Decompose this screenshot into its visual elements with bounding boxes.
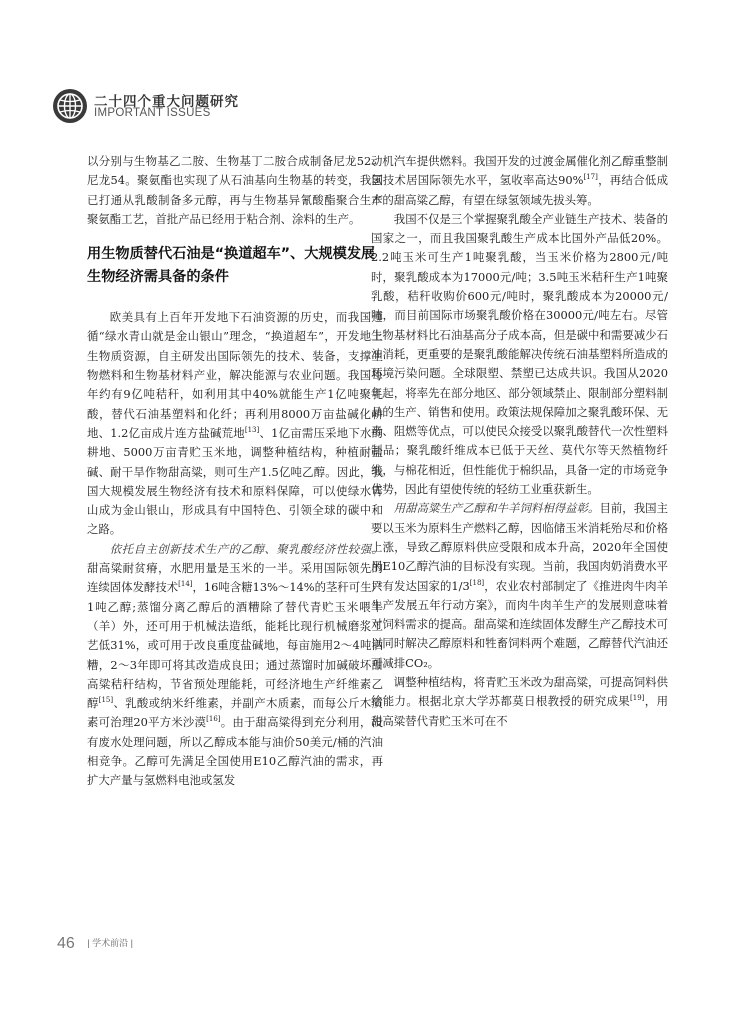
page-number: 46 xyxy=(57,935,75,952)
citation: [18] xyxy=(469,578,485,587)
paragraph-lead: 依托自主创新技术生产的乙醇、聚乳酸经济性较强。 xyxy=(109,541,383,556)
right-column xyxy=(371,152,668,731)
section-title-cn: 二十四个重大问题研究 xyxy=(94,94,239,110)
citation: [14] xyxy=(178,580,193,589)
citation: [15] xyxy=(98,696,114,705)
section-heading: 用生物质替代石油是“换道超车”、大规模发展生物经济需具备的条件 xyxy=(87,246,376,286)
paragraph: 欧美具有上百年开发地下石油资源的历史，而我国遵循“绿水青山就是金山银山”理念，“换道超车”，开发地上生物质资源，自主研发出国际领先的技术、装备，支撑生物燃料和生物基材料产业，解决能源与农业问题。我国每年约有9亿吨秸秆，如利用其中40%就能生产1亿吨聚乳酸，替代石油基塑料和化纤；再利用8000万亩盐碱化耕地、1.2亿亩成片连方盐碱荒地[13]、1亿亩需压采地下水的耕地、5000万亩青贮玉米地，调整种植结构，种植耐盐碱、耐干旱作物甜高粱，则可生产1.5亿吨乙醇。因此，我国大规模发展生物经济有技术和原料保障，可以使绿水青山成为金山银山，形成具有中国特色、引领全球的碳中和之路。 xyxy=(87,310,383,537)
paragraph: 以分别与生物基乙二胺、生物基丁二胺合成制备尼龙52、尼龙54。聚氨酯也实现了从石油基向生物基的转变，我国已打通从乳酸制备多元醇，再与生物基异氰酸酯聚合生产聚氨酯工艺，首批产品已经用于粘合剂、涂料的生产。 xyxy=(87,154,383,226)
citation: [17] xyxy=(583,173,598,182)
page-footer xyxy=(57,935,133,957)
paragraph-lead: 用甜高粱生产乙醇和牛羊饲料相得益彰。 xyxy=(393,501,600,516)
globe-icon xyxy=(52,88,88,124)
citation: [16] xyxy=(206,715,221,724)
journal-name: | 学术前沿 | xyxy=(87,938,133,948)
section-header xyxy=(52,88,312,128)
paragraph: 用甜高粱生产乙醇和牛羊饲料相得益彰。目前，我国主要以玉米为原料生产燃料乙醇，因临储玉米消耗殆尽和价格上涨，导致乙醇原料供应受限和成本升高，2020年全国使用E10乙醇汽油的目标没有实现。当前，我国肉奶消费水平只有发达国家的1/3[18]，农业农村部制定了《推进肉牛肉羊生产发展五年行动方案》，而肉牛肉羊生产的发展则意味着对饲料需求的提高。甜高粱和连续固体发酵生产乙醇技术可以同时解决乙醇原料和牲畜饲料两个难题，乙醇替代汽油还可减排CO₂。 xyxy=(371,501,668,670)
paragraph: 我国不仅是三个掌握聚乳酸全产业链生产技术、装备的国家之一，而且我国聚乳酸生产成本比国外产品低20%。2.2吨玉米可生产1吨聚乳酸，当玉米价格为2800元/吨时，聚乳酸成本为17000元/吨；3.5吨玉米秸秆生产1吨聚乳酸，秸秆收购价600元/吨时，聚乳酸成本为20000元/吨，而目前国际市场聚乳酸价格在30000元/吨左右。尽管生物基材料比石油基高分子成本高，但是碳中和需要减少石油消耗，更重要的是聚乳酸能解决传统石油基塑料所造成的环境污染问题。全球限塑、禁塑已达成共识。我国从2020年起，将率先在部分地区、部分领域禁止、限制部分塑料制品的生产、销售和使用。政策法规保障加之聚乳酸环保、无毒、阻燃等优点，可以使民众接受以聚乳酸替代一次性塑料制品；聚乳酸纤维成本已低于天丝、莫代尔等天然植物纤维，与棉花相近，但性能优于棉织品，具备一定的市场竞争优势，因此有望使传统的轻纺工业重获新生。 xyxy=(371,211,668,497)
paragraph: 动机汽车提供燃料。我国开发的过渡金属催化剂乙醇重整制氢技术居国际领先水平，氢收率高达90%[17]，再结合低成本的甜高粱乙醇，有望在绿氢领域先拔头筹。 xyxy=(371,154,668,207)
left-column xyxy=(87,152,383,791)
section-title-en: IMPORTANT ISSUES xyxy=(94,107,211,119)
citation: [13] xyxy=(244,426,260,435)
paragraph: 调整种植结构，将青贮玉米改为甜高粱，可提高饲料供给能力。根据北京大学苏都莫日根教授的研究成果[19]，用甜高粱替代青贮玉米可在不 xyxy=(371,675,668,728)
citation: [19] xyxy=(630,694,645,703)
paragraph: 依托自主创新技术生产的乙醇、聚乳酸经济性较强。甜高粱耐贫瘠，水肥用量是玉米的一半。采用国际领先的连续固体发酵技术[14]，16吨含糖13%～14%的茎秆可生产1吨乙醇;蒸馏分离乙醇后的酒糟除了替代青贮玉米喂牛（羊）外，还可用于机械法造纸，能耗比现行机械磨浆工艺低31%，或可用于改良重度盐碱地，每亩施用2～4吨酒糟，2～3年即可将其改造成良田；通过蒸馏时加碱破坏甜高粱秸秆结构，节省预处理能耗，可经济地生产纤维素乙醇[15]、乳酸或纳米纤维素，并副产木质素，而每公斤木质素可治理20平方米沙漠[16]。由于甜高粱得到充分利用，没有废水处理问题，所以乙醇成本能与油价50美元/桶的汽油相竞争。乙醇可先满足全国使用E10乙醇汽油的需求，再扩大产量与氢燃料电池或氢发 xyxy=(87,541,383,788)
